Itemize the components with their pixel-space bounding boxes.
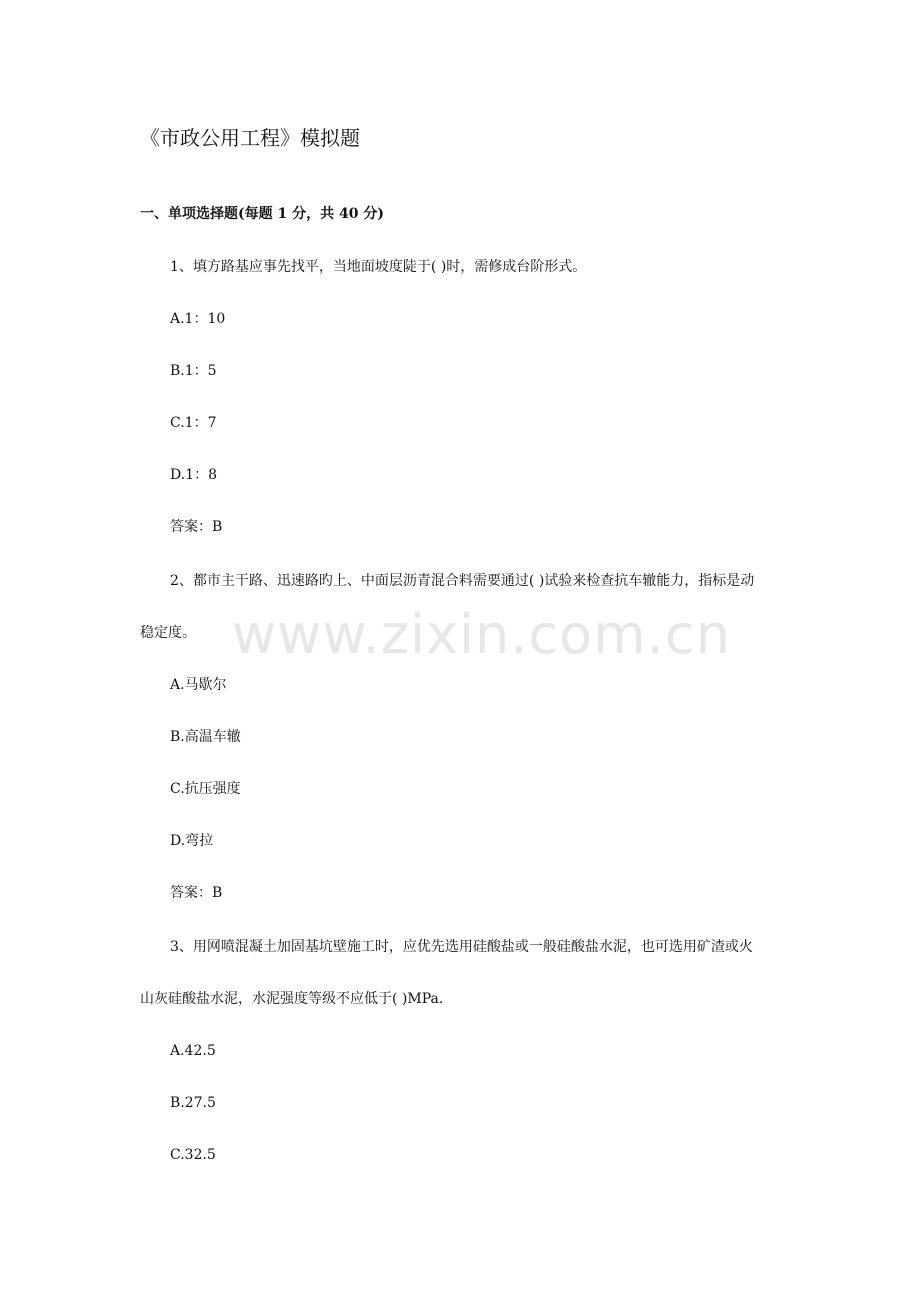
question-2-option-a: A.马歇尔 xyxy=(170,677,227,693)
question-2-stem-continued: 稳定度。 xyxy=(140,625,196,641)
document-title: 《市政公用工程》模拟题 xyxy=(140,126,360,150)
question-1-option-a: A.1：10 xyxy=(170,311,226,327)
question-1-answer: 答案：B xyxy=(170,519,223,535)
question-3-option-a: A.42.5 xyxy=(170,1043,216,1059)
question-3-option-c: C.32.5 xyxy=(170,1147,216,1163)
question-1-option-c: C.1：7 xyxy=(170,415,217,431)
question-2-option-d: D.弯拉 xyxy=(170,833,214,849)
question-2-stem: 2、都市主干路、迅速路旳上、中面层沥青混合料需要通过( )试验来检查抗车辙能力，指标是动 xyxy=(170,573,755,589)
question-3-option-b: B.27.5 xyxy=(170,1095,216,1111)
question-2-option-b: B.高温车辙 xyxy=(170,729,241,745)
question-2-option-c: C.抗压强度 xyxy=(170,781,241,797)
question-3-stem: 3、用网喷混凝土加固基坑壁施工时，应优先选用硅酸盐或一般硅酸盐水泥，也可选用矿渣或火 xyxy=(170,939,753,955)
watermark: www.zixin.com.cn xyxy=(232,603,731,666)
question-2-answer: 答案：B xyxy=(170,885,223,901)
question-3-stem-continued: 山灰硅酸盐水泥，水泥强度等级不应低于( )MPa. xyxy=(140,991,444,1007)
section-heading: 一、单项选择题(每题 1 分，共 40 分) xyxy=(140,206,384,222)
question-1-option-b: B.1：5 xyxy=(170,363,217,379)
question-1-stem: 1、填方路基应事先找平，当地面坡度陡于( )时，需修成台阶形式。 xyxy=(170,259,587,275)
question-1-option-d: D.1：8 xyxy=(170,467,217,483)
